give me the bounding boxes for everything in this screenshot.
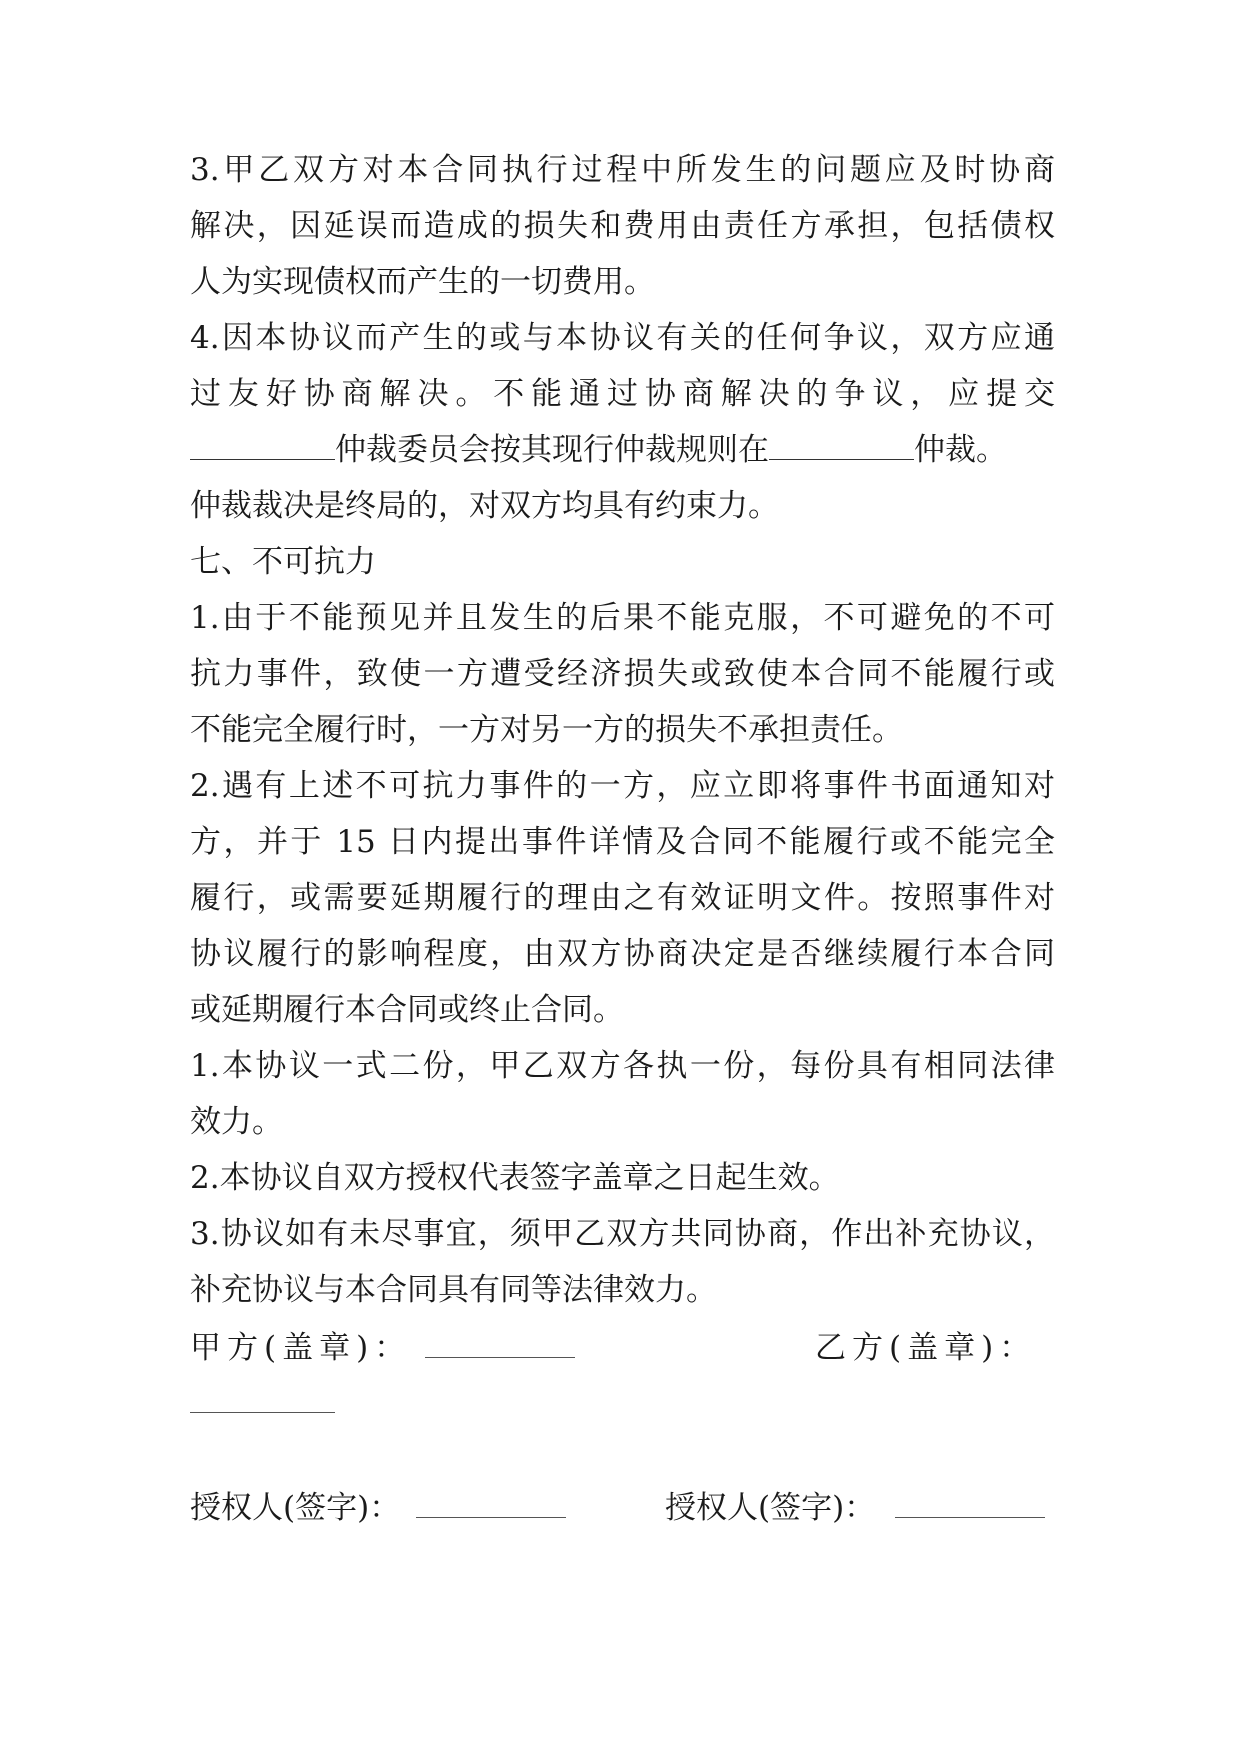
force-majeure-1-line-2: 抗力事件，致使一方遭受经济损失或致使本合同不能履行或 — [190, 656, 1055, 692]
clause-3-line-2: 解决，因延误而造成的损失和费用由责任方承担，包括债权 — [190, 208, 1055, 244]
final-1-line-1: 1.本协议一式二份，甲乙双方各执一份，每份具有相同法律 — [190, 1048, 1055, 1084]
clause-4-line-3 — [190, 430, 1055, 470]
force-majeure-2-line-1: 2.遇有上述不可抗力事件的一方，应立即将事件书面通知对 — [190, 768, 1055, 804]
clause-3-line-1: 3.甲乙双方对本合同执行过程中所发生的问题应及时协商 — [190, 152, 1055, 188]
clause-4-line-1: 4.因本协议而产生的或与本协议有关的任何争议，双方应通 — [190, 320, 1055, 356]
force-majeure-2-line-3: 履行，或需要延期履行的理由之有效证明文件。按照事件对 — [190, 880, 1055, 916]
section-7-heading: 七、不可抗力 — [190, 544, 376, 580]
final-1-line-2: 效力。 — [190, 1104, 283, 1140]
arbitration-location-blank — [769, 431, 914, 460]
final-2-line-1: 2.本协议自双方授权代表签字盖章之日起生效。 — [190, 1160, 840, 1196]
party-b-signatory-label: 授权人(签字)： — [665, 1490, 876, 1526]
clause-4-line-2: 过友好协商解决。不能通过协商解决的争议，应提交 — [190, 376, 1055, 412]
party-a-signatory-label: 授权人(签字)： — [190, 1490, 401, 1526]
party-b-seal-blank — [190, 1412, 335, 1413]
clause-4-line-3-end: 仲裁。 — [914, 432, 1007, 468]
party-b-signatory-blank — [895, 1517, 1045, 1518]
party-b-seal-label: 乙方(盖章)： — [815, 1330, 1037, 1366]
final-3-line-1: 3.协议如有未尽事宜，须甲乙双方共同协商，作出补充协议， — [190, 1216, 1055, 1252]
force-majeure-1-line-1: 1.由于不能预见并且发生的后果不能克服，不可避免的不可 — [190, 600, 1055, 636]
arbitration-commission-blank — [190, 431, 335, 460]
clause-3-line-3: 人为实现债权而产生的一切费用。 — [190, 264, 655, 300]
party-a-seal-blank — [425, 1357, 575, 1358]
final-3-line-2: 补充协议与本合同具有同等法律效力。 — [190, 1272, 717, 1308]
clause-4-line-4: 仲裁裁决是终局的，对双方均具有约束力。 — [190, 488, 779, 524]
force-majeure-2-line-4: 协议履行的影响程度，由双方协商决定是否继续履行本合同 — [190, 936, 1055, 972]
force-majeure-2-line-2: 方，并于 15 日内提出事件详情及合同不能履行或不能完全 — [190, 824, 1055, 860]
party-a-signatory-blank — [416, 1517, 566, 1518]
force-majeure-2-line-5: 或延期履行本合同或终止合同。 — [190, 992, 624, 1028]
force-majeure-1-line-3: 不能完全履行时，一方对另一方的损失不承担责任。 — [190, 712, 903, 748]
party-a-seal-label: 甲方(盖章)： — [190, 1330, 412, 1366]
clause-4-line-3-mid: 仲裁委员会按其现行仲裁规则在 — [335, 432, 769, 468]
